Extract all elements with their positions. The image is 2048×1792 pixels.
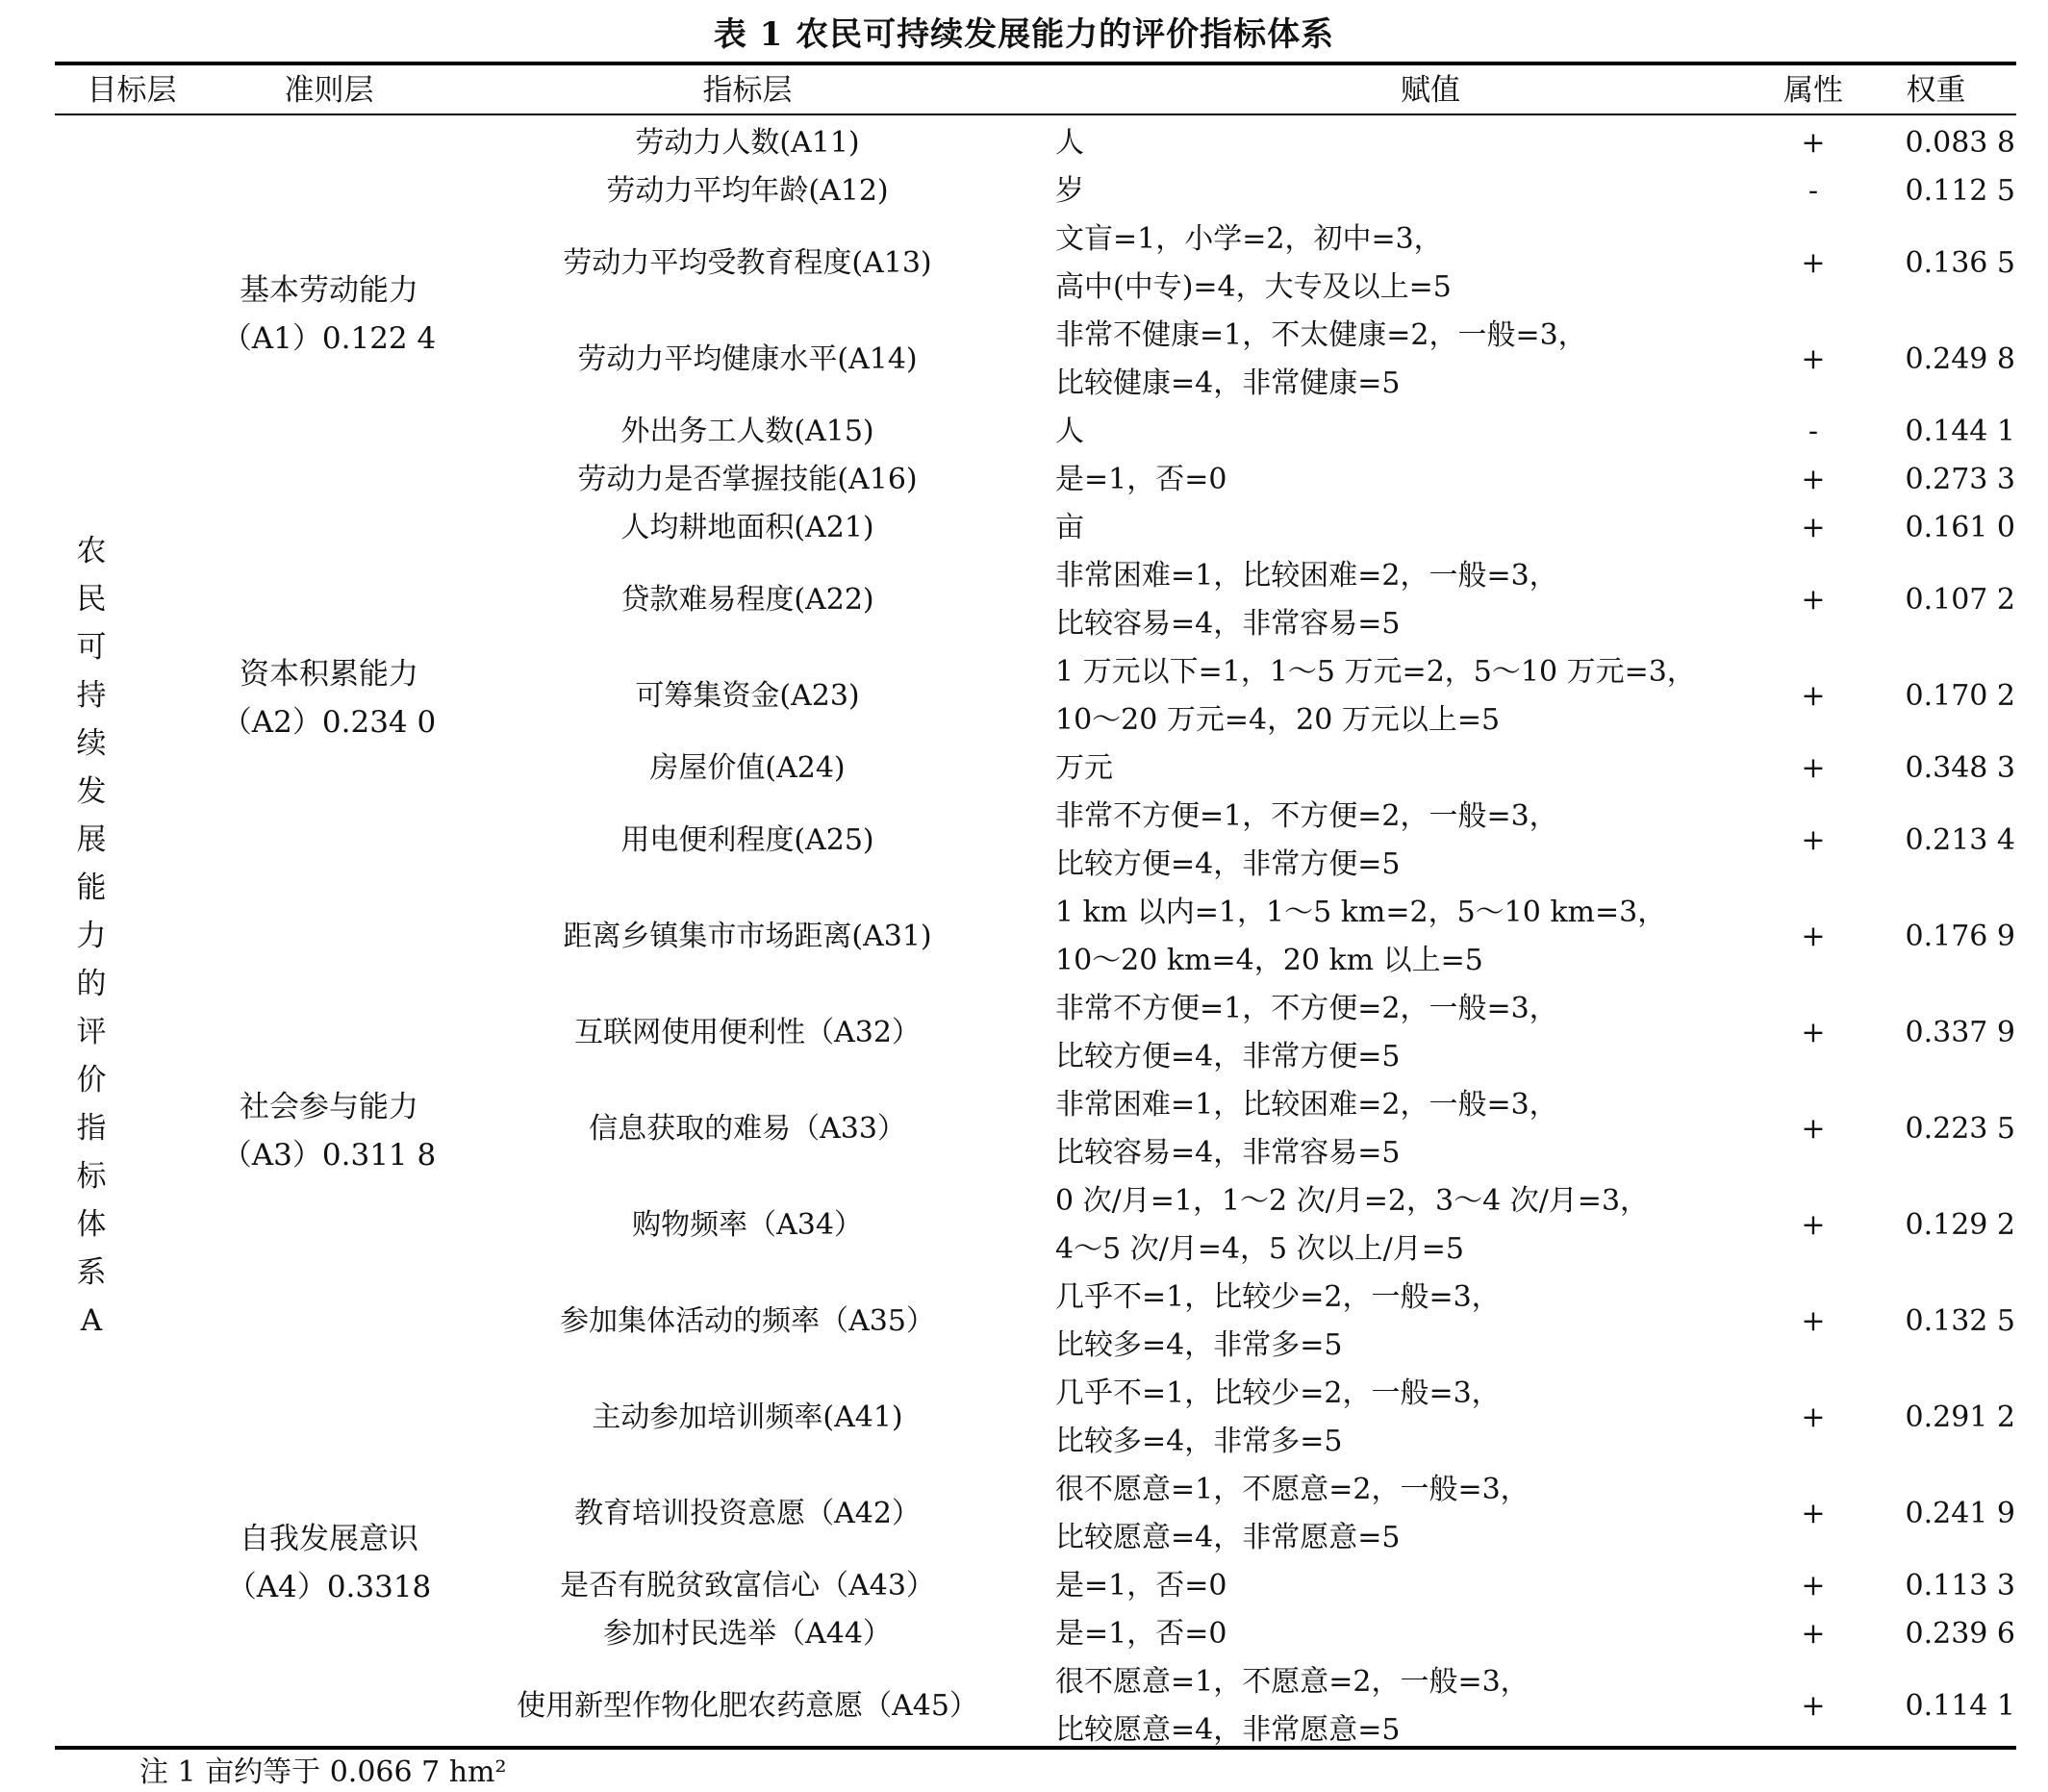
criterion-a4 [209,1515,449,1611]
goal-char: 续 [76,726,107,761]
goal-char: 价 [76,1063,107,1098]
indicator-cell: 劳动力平均受教育程度(A13) [563,246,932,280]
value-cell [1055,1658,1786,1754]
value-cell [1055,552,1786,648]
indicator-cell: 参加村民选举（A44） [603,1617,892,1651]
weight-cell: 0.213 4 [1905,823,2015,857]
attribute-cell: + [1801,342,1826,376]
goal-char: 系 [76,1255,107,1290]
value-line: 非常困难=1，比较困难=2，一般=3， [1055,559,1558,593]
value-line: 比较健康=4，非常健康=5 [1055,366,1401,400]
goal-char: 指 [76,1111,107,1146]
value-line: 比较容易=4，非常容易=5 [1055,1136,1401,1170]
attribute-cell: + [1801,1304,1826,1338]
criterion-a3-weight: （A3）0.311 8 [221,1138,437,1173]
weight-cell: 0.273 3 [1905,463,2015,496]
value-cell [1055,215,1786,312]
value-cell [1055,1081,1786,1177]
attribute-cell: + [1801,1617,1826,1651]
header-attribute: 属性 [1783,73,1843,108]
criterion-a3-name: 社会参与能力 [240,1090,418,1124]
value-cell [1055,312,1786,408]
value-cell [1055,1177,1786,1274]
criterion-a3 [209,1083,449,1179]
indicator-cell: 人均耕地面积(A21) [620,511,874,544]
attribute-cell: + [1801,463,1826,496]
header-value: 赋值 [1401,73,1460,108]
criterion-a4-weight: （A4）0.3318 [226,1570,432,1604]
indicator-cell: 主动参加培训频率(A41) [592,1401,903,1434]
attribute-cell: + [1801,126,1826,160]
goal-char: 可 [76,630,107,665]
goal-char: 农 [76,534,107,568]
value-line: 比较方便=4，非常方便=5 [1055,1040,1401,1073]
value-cell [1055,648,1786,745]
goal-char: 标 [76,1159,107,1194]
value-line: 是=1，否=0 [1055,1617,1227,1651]
table-title: 表 1 农民可持续发展能力的评价指标体系 [713,15,1335,54]
value-line: 是=1，否=0 [1055,1569,1227,1603]
indicator-cell: 使用新型作物化肥农药意愿（A45） [517,1689,978,1723]
value-line: 几乎不=1，比较少=2，一般=3， [1055,1376,1501,1410]
weight-cell: 0.107 2 [1905,583,2015,617]
value-line: 非常不方便=1，不方便=2，一般=3， [1055,799,1558,833]
indicator-cell: 劳动力人数(A11) [635,126,860,160]
attribute-cell: + [1801,1497,1826,1530]
value-cell [1055,1466,1786,1562]
goal-char: 展 [76,822,107,857]
header-indicator: 指标层 [702,73,793,108]
indicator-cell: 距离乡镇集市市场距离(A31) [563,920,932,953]
indicator-cell: 是否有脱贫致富信心（A43） [560,1569,935,1603]
value-line: 非常困难=1，比较困难=2，一般=3， [1055,1088,1558,1122]
value-line: 亩 [1055,511,1084,544]
value-cell [1055,793,1786,889]
value-line: 比较愿意=4，非常愿意=5 [1055,1521,1401,1554]
value-line: 比较方便=4，非常方便=5 [1055,847,1401,881]
attribute-cell: + [1801,823,1826,857]
weight-cell: 0.113 3 [1905,1569,2015,1603]
weight-cell: 0.114 1 [1905,1689,2015,1723]
value-line: 10～20 km=4，20 km 以上=5 [1055,944,1483,977]
value-line: 很不愿意=1，不愿意=2，一般=3， [1055,1665,1530,1699]
indicator-cell: 劳动力平均年龄(A12) [606,174,889,208]
value-cell [1055,1610,1786,1658]
indicator-cell: 贷款难易程度(A22) [620,583,874,617]
weight-cell: 0.291 2 [1905,1401,2015,1434]
weight-cell: 0.132 5 [1905,1304,2015,1338]
weight-cell: 0.136 5 [1905,246,2015,280]
criterion-a1 [209,266,449,363]
attribute-cell: + [1801,920,1826,953]
goal-char: 的 [76,967,107,1001]
attribute-cell: - [1808,415,1819,448]
indicator-cell: 互联网使用便利性（A32） [574,1016,921,1049]
attribute-cell: + [1801,679,1826,713]
value-cell [1055,504,1786,552]
value-line: 高中(中专)=4，大专及以上=5 [1055,270,1452,304]
value-line: 非常不健康=1，不太健康=2，一般=3， [1055,318,1587,352]
value-cell [1055,1562,1786,1610]
header-criterion: 准则层 [284,73,374,108]
value-line: 几乎不=1，比较少=2，一般=3， [1055,1280,1501,1314]
indicator-cell: 劳动力是否掌握技能(A16) [577,463,918,496]
value-line: 文盲=1，小学=2，初中=3， [1055,222,1443,256]
value-line: 岁 [1055,174,1084,208]
criterion-a1-name: 基本劳动能力 [240,273,418,308]
value-line: 1 km 以内=1，1～5 km=2，5～10 km=3， [1055,896,1667,929]
weight-cell: 0.176 9 [1905,920,2015,953]
goal-char: 持 [76,678,107,713]
goal-char: 发 [76,774,107,809]
attribute-cell: + [1801,1016,1826,1049]
criterion-a2 [209,650,449,746]
weight-cell: 0.129 2 [1905,1208,2015,1242]
value-cell [1055,1274,1786,1370]
goal-char: 评 [76,1015,107,1049]
criterion-a1-weight: （A1）0.122 4 [221,321,437,356]
criterion-a2-weight: （A2）0.234 0 [221,705,437,740]
goal-char: 能 [76,871,107,905]
goal-layer-label [58,527,125,1345]
value-line: 比较容易=4，非常容易=5 [1055,607,1401,641]
value-line: 比较多=4，非常多=5 [1055,1425,1343,1458]
indicator-cell: 教育培训投资意愿（A42） [574,1497,921,1530]
indicator-cell: 外出务工人数(A15) [620,415,874,448]
weight-cell: 0.348 3 [1905,751,2015,785]
value-cell [1055,1370,1786,1466]
attribute-cell: + [1801,1401,1826,1434]
attribute-cell: + [1801,1112,1826,1146]
value-cell [1055,985,1786,1081]
value-cell [1055,167,1786,215]
indicator-cell: 用电便利程度(A25) [620,823,874,857]
goal-char: 体 [76,1207,107,1242]
value-cell [1055,408,1786,456]
indicator-cell: 劳动力平均健康水平(A14) [577,342,918,376]
value-line: 非常不方便=1，不方便=2，一般=3， [1055,992,1558,1025]
header-target: 目标层 [87,73,177,108]
value-line: 10～20 万元=4，20 万元以上=5 [1055,703,1501,737]
weight-cell: 0.249 8 [1905,342,2015,376]
value-line: 比较多=4，非常多=5 [1055,1328,1343,1362]
weight-cell: 0.239 6 [1905,1617,2015,1651]
weight-cell: 0.170 2 [1905,679,2015,713]
attribute-cell: + [1801,583,1826,617]
indicator-cell: 房屋价值(A24) [649,751,846,785]
value-line: 人 [1055,126,1084,160]
value-line: 人 [1055,415,1084,448]
indicator-cell: 参加集体活动的频率（A35） [560,1304,935,1338]
value-line: 4～5 次/月=4，5 次以上/月=5 [1055,1232,1464,1266]
weight-cell: 0.337 9 [1905,1016,2015,1049]
indicator-cell: 购物频率（A34） [632,1208,863,1242]
criterion-a2-name: 资本积累能力 [240,657,418,692]
goal-char: 力 [76,919,107,953]
value-cell [1055,119,1786,167]
attribute-cell: - [1808,174,1819,208]
goal-char: 民 [76,582,107,617]
value-line: 是=1，否=0 [1055,463,1227,496]
value-line: 很不愿意=1，不愿意=2，一般=3， [1055,1473,1530,1506]
attribute-cell: + [1801,751,1826,785]
weight-cell: 0.144 1 [1905,415,2015,448]
table-note: 注 1 亩约等于 0.066 7 hm² [139,1755,507,1789]
weight-cell: 0.083 8 [1905,126,2015,160]
value-line: 1 万元以下=1，1～5 万元=2，5～10 万元=3， [1055,655,1696,689]
attribute-cell: + [1801,1208,1826,1242]
value-cell [1055,456,1786,504]
top-rule [55,62,2016,65]
value-line: 比较愿意=4，非常愿意=5 [1055,1713,1401,1747]
value-cell [1055,745,1786,793]
goal-char: A [80,1303,103,1338]
attribute-cell: + [1801,1689,1826,1723]
indicator-cell: 可筹集资金(A23) [635,679,860,713]
value-cell [1055,889,1786,985]
attribute-cell: + [1801,511,1826,544]
value-line: 0 次/月=1，1～2 次/月=2，3～4 次/月=3， [1055,1184,1650,1218]
indicator-cell: 信息获取的难易（A33） [589,1112,906,1146]
attribute-cell: + [1801,1569,1826,1603]
header-weight: 权重 [1906,73,1966,108]
weight-cell: 0.223 5 [1905,1112,2015,1146]
weight-cell: 0.112 5 [1905,174,2015,208]
attribute-cell: + [1801,246,1826,280]
value-line: 万元 [1055,751,1113,785]
criterion-a4-name: 自我发展意识 [240,1522,418,1556]
weight-cell: 0.161 0 [1905,511,2015,544]
weight-cell: 0.241 9 [1905,1497,2015,1530]
